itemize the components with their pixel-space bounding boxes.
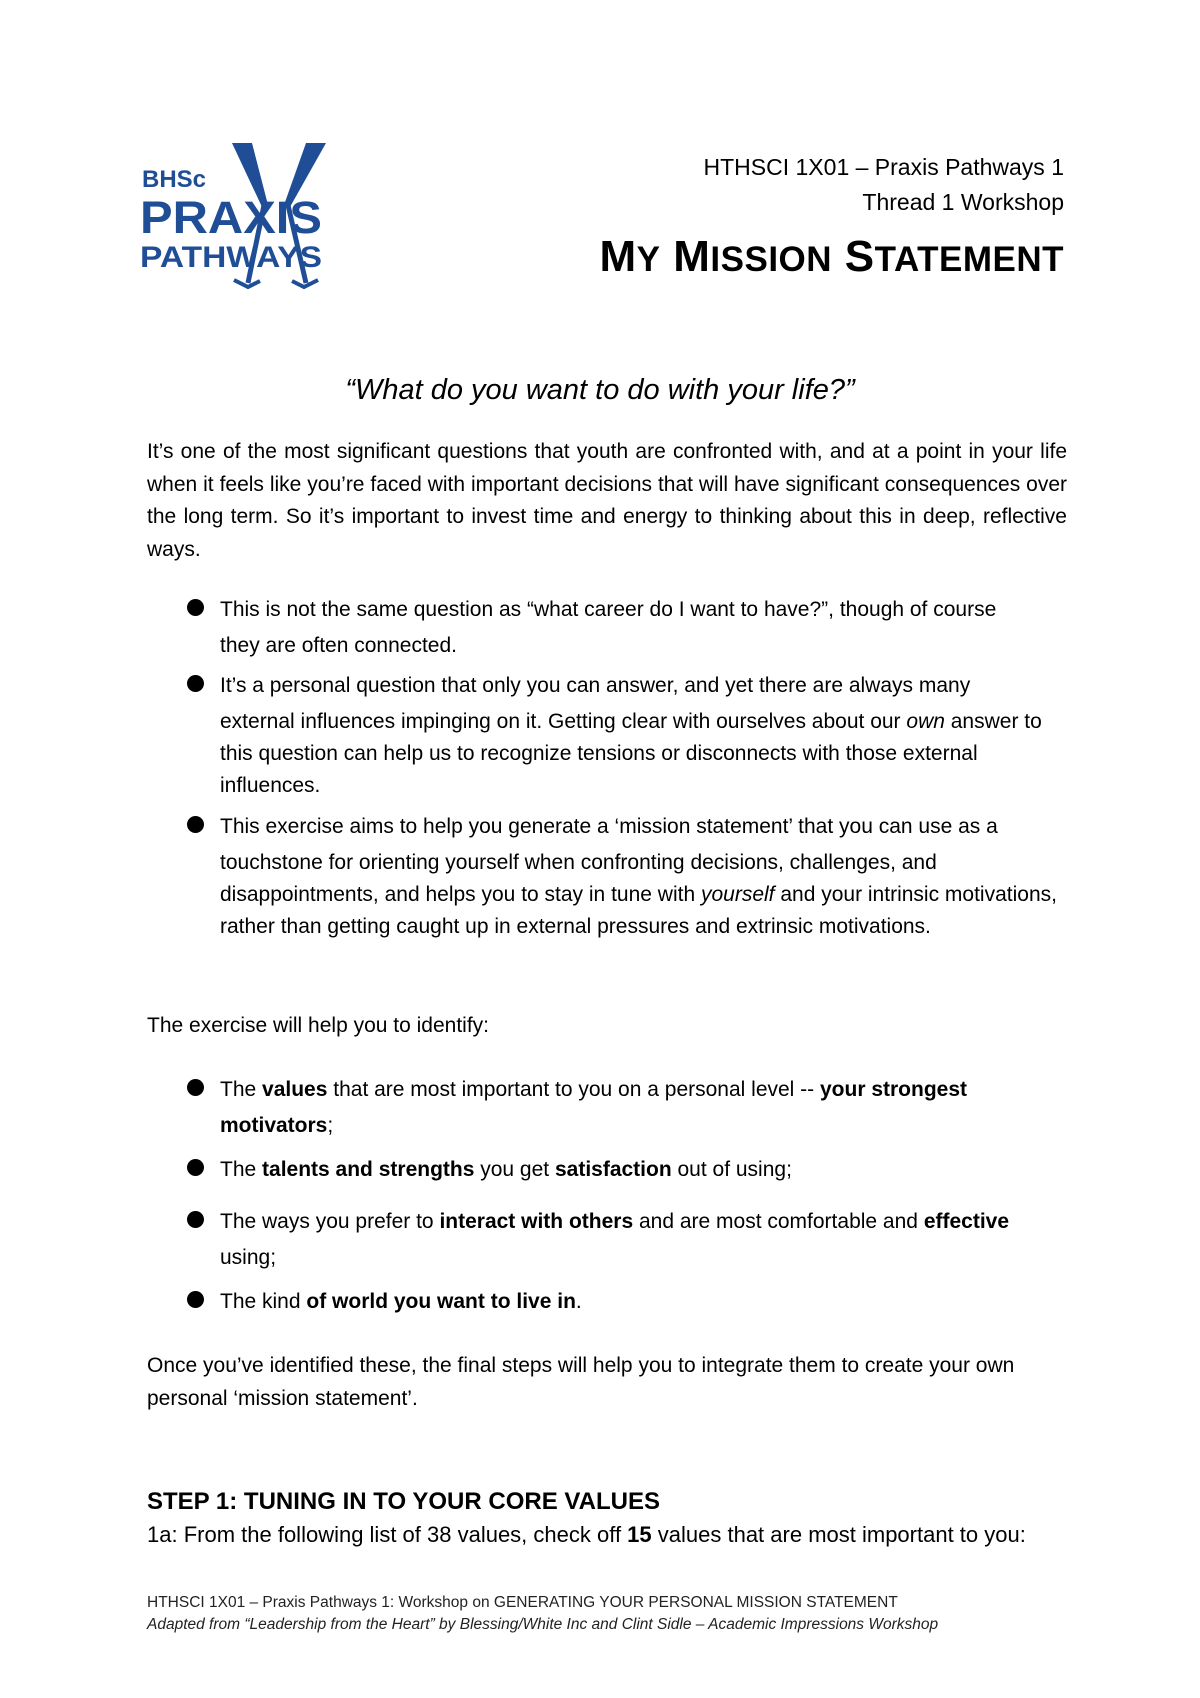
bullet-icon xyxy=(187,1159,204,1176)
title-cap-2: M xyxy=(673,232,711,281)
title-cap-3: S xyxy=(844,232,875,281)
title-rest-3: TATEMENT xyxy=(874,240,1064,279)
context-bullet-list xyxy=(147,590,1067,943)
bullet-icon xyxy=(187,816,204,833)
list-item: The ways you prefer to interact with others and are most comfortable and effective using; xyxy=(147,1202,1067,1274)
page-footer xyxy=(147,1592,938,1636)
bullet-icon xyxy=(187,675,204,692)
footer-course-line: HTHSCI 1X01 – Praxis Pathways 1: Workshop on GENERATING YOUR PERSONAL MISSION STATEMENT xyxy=(147,1594,898,1611)
bullet-icon xyxy=(187,1291,204,1308)
course-header xyxy=(704,150,1064,220)
step1-heading: STEP 1: TUNING IN TO YOUR CORE VALUES xyxy=(147,1488,660,1515)
identify-bullet-list xyxy=(147,1070,1067,1322)
list-item: The values that are most important to you on a personal level -- your strongest motivators; xyxy=(147,1070,1067,1142)
intro-paragraph: It’s one of the most significant questions that youth are confronted with, and at a point in your life when it feels like you’re faced with important decisions that will have significant consequences over the long term. So it’s important to invest time and energy to thinking about this in deep, reflective ways. xyxy=(147,440,1067,561)
logo-line-praxis: PRAXIS xyxy=(140,192,322,243)
course-code: HTHSCI 1X01 – Praxis Pathways 1 xyxy=(703,154,1064,180)
session-label: Thread 1 Workshop xyxy=(862,189,1064,215)
list-item: This exercise aims to help you generate a ‘mission statement’ that you can use as a touchstone for orienting yourself when confronting decisions, challenges, and disappointments, and helps you to stay in tune with yourself and your intrinsic motivations, rather than getting caught up in external pressures and extrinsic motivations. xyxy=(147,807,1067,943)
logo-line-pathways: PATHWAYS xyxy=(140,241,322,274)
list-item: It’s a personal question that only you can answer, and yet there are always many external influences impinging on it. Getting clear with ourselves about our own answer to this question can help us to recognize tensions or disconnects with those external influences. xyxy=(147,666,1067,802)
list-item: This is not the same question as “what career do I want to have?”, though of course they are often connected. xyxy=(147,590,1067,662)
closing-paragraph: Once you’ve identified these, the final steps will help you to integrate them to create your own personal ‘mission statement’. xyxy=(147,1354,1015,1410)
list-item: The talents and strengths you get satisfaction out of using; xyxy=(147,1150,1067,1190)
bullet-icon xyxy=(187,1211,204,1228)
exercise-intro: The exercise will help you to identify: xyxy=(147,1014,489,1037)
opening-quote: “What do you want to do with your life?” xyxy=(345,374,855,406)
bullet-icon xyxy=(187,1079,204,1096)
title-rest-1: Y xyxy=(636,240,661,279)
footer-attribution: Adapted from “Leadership from the Heart” by Blessing/White Inc and Clint Sidle – Academic Impressions Workshop xyxy=(147,1616,939,1633)
logo-line-bhsc: BHSc xyxy=(142,166,207,193)
praxis-pathways-logo xyxy=(140,135,380,315)
step1-instruction: 1a: From the following list of 38 values, check off 15 values that are most important to you: xyxy=(147,1522,1026,1547)
bullet-icon xyxy=(187,599,204,616)
title-cap-1: M xyxy=(599,232,637,281)
page-title xyxy=(600,232,1064,285)
list-item: The kind of world you want to live in. xyxy=(147,1282,1067,1322)
title-rest-2: ISSION xyxy=(710,240,833,279)
